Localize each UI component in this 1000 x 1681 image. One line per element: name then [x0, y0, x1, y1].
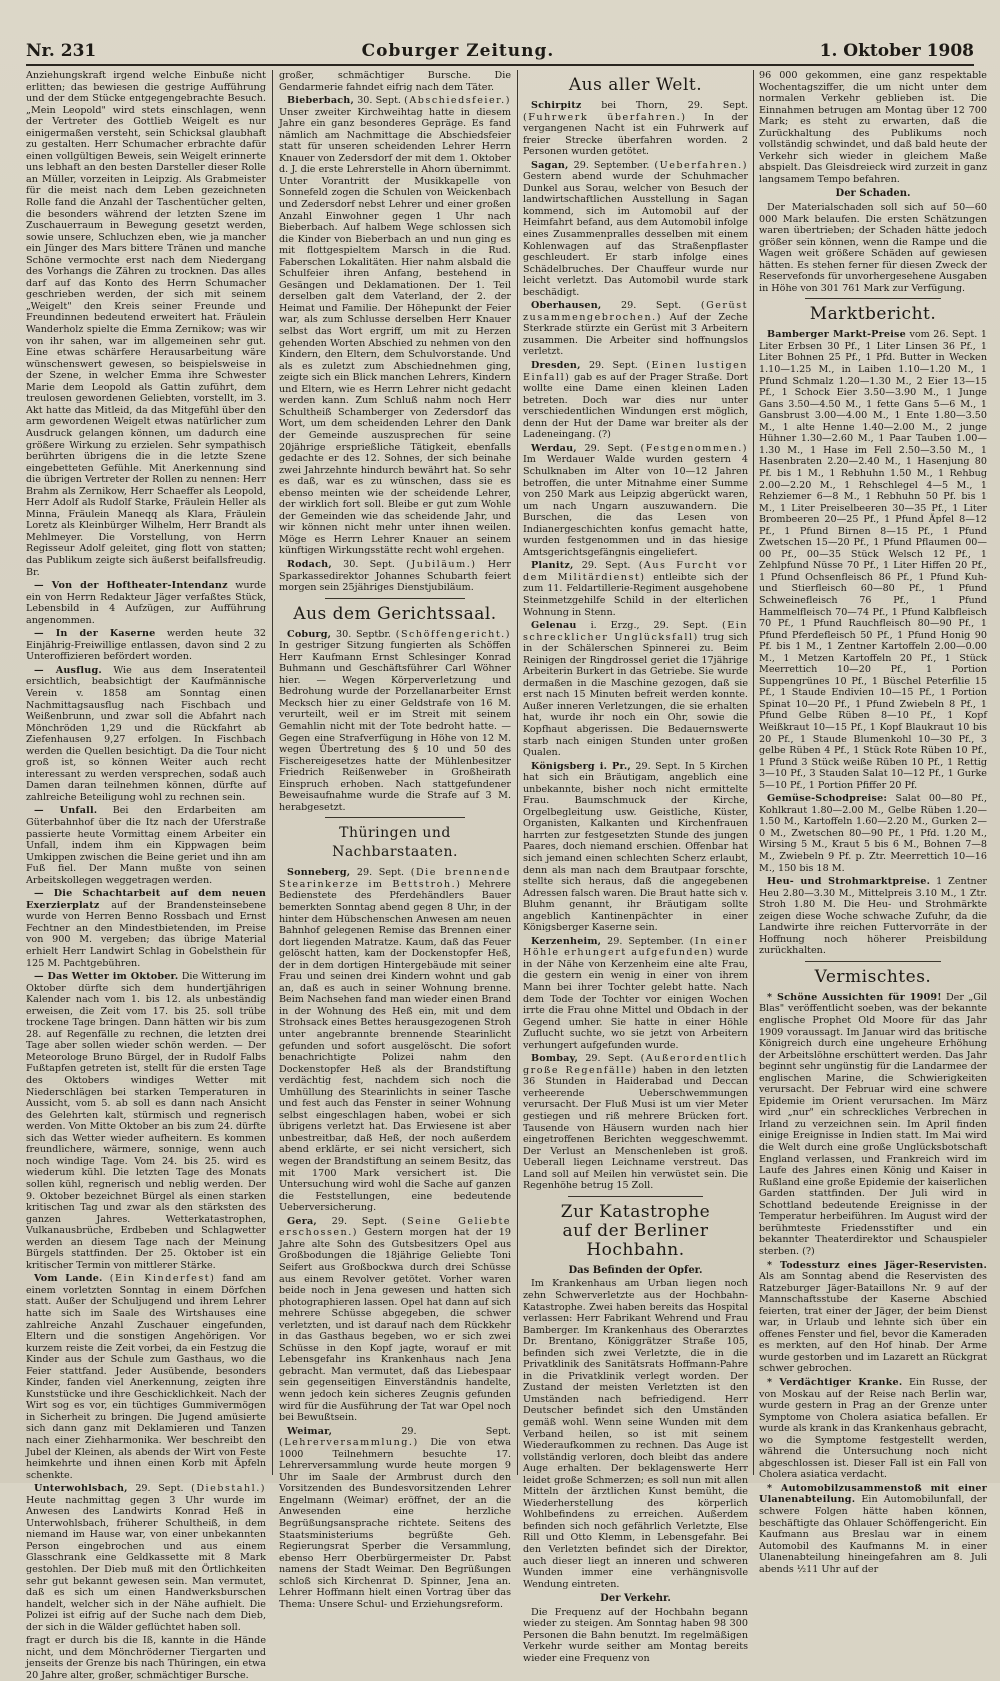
article-date: 29. Sept. — [135, 1483, 184, 1495]
article-keyword: * Automobilzusammenstoß mit einer Ulanenabteilung. — [759, 1482, 987, 1506]
article-keyword: Coburg, — [287, 628, 332, 640]
article-paragraph — [523, 100, 748, 158]
article-text: 1 Zentner Heu 2.80—3.30 M., Mittelpreis 3.10 M., 1 Ztr. Stroh 1.80 M. Die Heu- und Strohmärkte zeigen diese Woche schwache Zufuhr, da die Landwirte ihre reichen Futtervorräte in der Hoffnung noch höherer Preisbildung zurückhalten. — [759, 876, 987, 957]
article-subtitle: (Jubiläum.) — [406, 558, 477, 570]
article-keyword: Gelenau — [531, 620, 577, 632]
article-keyword: * Schöne Aussichten für 1909! — [767, 991, 942, 1003]
article-subtitle: (Gerüst zusammengebrochen.) — [523, 300, 748, 323]
article-paragraph — [26, 665, 266, 804]
article-date: 29. September. — [607, 935, 684, 947]
article-keyword: * Todessturz eines Jäger-Reservisten. — [767, 1259, 987, 1271]
article-date: 29. September. — [573, 159, 650, 171]
article-paragraph — [26, 888, 266, 969]
subheading: Der Schaden. — [835, 188, 911, 200]
article-text: Salat 00—80 Pf., Kohlkraut 1.80—2.00 M., Gelbe Rüben 1.20—1.50 M., Kartoffeln 1.60—2.20 M., Gurken 2—0 M., Zwetschen 80—90 Pf., 1 Pfd. 1.20 M., Wirsing 5 M., Kraut 5 bis 6 M., Bohnen 7—8 M., Zwiebeln 9 Pf. p. Ztr. Meerrettich 10—16 M., 150 bis 18 M. — [759, 793, 987, 874]
article-paragraph — [759, 876, 987, 957]
article-paragraph — [523, 620, 748, 759]
article-text: 1 Liter Erbsen 30 Pf., 1 Liter Linsen 36 Pf., 1 Liter Bohnen 25 Pf., 1 Pfd. Butter in Wecken 1.10—1.25 M., in Laiben 1.10—1.20 M., 1 Pfund Schmalz 1.20—1.30 M., 2 Eier 13—15 Pf., 1 Schock Eier 3.50—3.90 M., 1 Junge Gans 3.50—4.50 M., 1 fette Gans 5—6 M., 1 Gansbrust 3.00—4.00 M., 1 Ente 1.80—3.50 M., 1 alte Henne 1.40—2.00 M., 2 junge Hühner 1.30—2.60 M., 1 Paar Tauben 1.00—1.30 M., 1 Hase im Fell 2.50—3.50 M., 1 Hasenbraten 2.20—2.40 M., 1 Hasenjung 80 Pf. bis 1 M., 1 Rebhuhn 1.50 M., 1 Rehbug 2.00—2.20 M., 1 Rehschlegel 4—5 M., 1 Rehziemer 6—8 M., 1 Rebhuhn 50 Pf. bis 1 M., 1 Liter Preiselbeeren 30—35 Pf., 1 Liter Brombeeren 20—25 Pf., 1 Pfund Äpfel 8—12 Pf., 1 Pfund Birnen 8—15 Pf., 1 Pfund Zwetschen 15—20 Pf., 1 Pfund Pflaumen 00—00 Pf., 00—35 Stück Welsch 12 Pf., 1 Zehlpfund Nüsse 70 Pf., 1 Liter Hiffen 20 Pf., 1 Pfund Ochsenfleisch 86 Pf., 1 Pfund Kuh- und Stierfleisch 60—80 Pf., 1 Pfund Schweinefleisch 76 Pf., 1 Pfund Hammelfleisch 70—74 Pf., 1 Pfund Kalbfleisch 70 Pf., 1 Pfund Rauchfleisch 80—90 Pf., 1 Pfund Pferdefleisch 50 Pf., 1 Pfund Honig 90 Pf. bis 1 M., 1 Zentner Kartoffeln 2.00—0.00 M., 1 Metzen Kartoffeln 20 Pf., 1 Stück Meerrettich 10—20 Pf., 1 Portion Suppengrünes 10 Pf., 1 Büschel Peterfilie 15 Pf., 1 Staude Endivien 10—15 Pf., 1 Portion Spinat 10—20 Pf., 1 Pfund Zwiebeln 8 Pf., 1 Pfund Gelbe Rüben 8—10 Pf., 1 Kopf Weißkraut 10—15 Pf., 1 Kopf Blaukraut 10 bis 20 Pf., 1 Staude Blumenkohl 10—30 Pf., 3 gelbe Rüben 4 Pf., 1 Stück Rote Rüben 10 Pf., 1 Pfund 3 Stück weiße Rüben 10 Pf., 1 Rettig 3—10 Pf., 3 Stauden Salat 10—12 Pf., 1 Gurke 5—10 Pf., 1 Portion Pfiffer 20 Pf. — [759, 329, 987, 791]
article-paragraph — [759, 1483, 987, 1575]
article-paragraph — [523, 360, 748, 441]
article-text: entleibte sich der zum 11. Feldartillerie-Regiment ausgehobene Steinmetzgehilfe Schild in der elterlichen Wohnung in Stenn. — [523, 571, 748, 618]
article-keyword: Sagan, — [531, 159, 569, 171]
article-paragraph: Die Frequenz auf der Hochbahn begann wieder zu steigen. Am Sonntag haben 98 300 Personen die Bahn benutzt. Im regelmäßigen Verkehr wurde seither am Montag bereits wieder eine Frequenz von — [523, 1606, 748, 1664]
article-paragraph — [26, 1273, 266, 1481]
article-keyword: Unterwohlsbach, — [34, 1483, 128, 1495]
article-paragraph — [523, 443, 748, 558]
section-heading-vermischtes: Vermischtes. — [814, 966, 932, 987]
article-subtitle: (Ein Kinderfest) — [109, 1273, 216, 1285]
heading-line: auf der Berliner Hochbahn. — [562, 1220, 709, 1260]
article-text: Ein Russe, der von Moskau auf der Reise nach Berlin war, wurde gestern in Prag an der Grenze unter Symptome von Cholera asiatica befallen. Er wurde als krank in das Krankenhaus gebracht, wo die Symptome festgestellt werden, während die Untersuchung noch nicht abgeschlossen ist. Dieser Fall ist ein Fall von Cholera asiatica verdacht. — [759, 1376, 987, 1481]
article-date: 29. Sept. — [585, 1053, 634, 1065]
article-text: werden heute 32 Einjährig-Freiwillige entlassen, davon sind 2 zu Unteroffizieren befördert worden. — [26, 628, 266, 663]
article-date: 29. Sept. — [584, 442, 633, 454]
article-date: vom 26. Sept. — [909, 329, 978, 341]
section-heading-thueringen: Thüringen und Nachbarstaaten. — [332, 825, 458, 861]
article-paragraph — [759, 1377, 987, 1481]
masthead — [26, 38, 974, 66]
article-keyword: Oberhausen, — [531, 300, 602, 312]
article-text: Bei den Erdarbeiten am Güterbahnhof über die Itz nach der Uferstraße passierte heute Vormittag einem Arbeiter ein Unfall, indem ihm ein Kippwagen beim Umkippen zwischen die Beine geriet und ihn am Fuß fiel. Der Mann mußte von seinen Arbeitskollegen weggetragen werden. — [26, 805, 266, 886]
article-paragraph — [523, 761, 748, 934]
article-text: Mehrere Bedienstete des Pferdehändlers Bauer bemerkten Sonntag abend gegen 8 Uhr, in der hinter dem Hübschenschen Anwesen am neuen Bahnhof gelegenen Remise das Brennen einer dort liegenden Matratze. Kaum, daß das Feuer gelöscht hatten, kam der Dockenstopfer Heß, der in dem dortigen Hintergebäude mit seiner Frau und seinen drei Kindern wohnt und gab an, daß es auch in seiner Wohnung brenne. Beim Nachsehen fand man wieder einen Brand in der Wohnung des Heß ein, mit und dem Strohsack eines Bettes herausgezogenen Stroh unter angebrannte brennende Stearinlicht gefunden und sofort ausgelöscht. Die sofort benachrichtigte Polizei nahm den Dockenstopfer Heß als der Brandstiftung verdächtig fest, nachdem sich noch die Umhüllung des Stearinlichts in seiner Tasche und fest auch das Fenster in seiner Wohnung selbst eingeschlagen haben, wobei er sich übrigens verletzt hat. Das Erwiesene ist aber unbestreitbar, daß Heß, der noch außerdem abend erklärte, er sei nicht versichert, sich wegen der Brandstiftung an seinem Besitz, das mit 1700 Mark versichert ist. Die Untersuchung wird wohl die Sache auf ganzen die Feststellungen, eine bedeutende Ueberversicherung. — [279, 878, 511, 1214]
article-text: Wie aus dem Inseratenteil ersichtlich, beabsichtigt der Kaufmännische Verein v. 1858 am Sonntag einen Nachmittagsausflug nach Fischbach und Weißenbrunn, und zwar soll die Abfahrt nach Mönchröden 1,29 und die Rückfahrt ab Ziefenhausen 9,27 erfolgen. In Fischbach werden die Quellen besichtigt. Da die Tour nicht groß ist, so können Weiter auch recht interessant zu werden versprechen, sodaß auch Damen daran teilnehmen können, dürfte auf zahlreiche Beteiligung wohl zu rechnen sein. — [26, 664, 266, 803]
article-text: Der „Gil Blas" veröffentlicht soeben, was der bekannte englische Prophet Old Moore für das Jahr 1909 voraussagt. Im Januar wird das britische Königreich durch eine ungeheure Erhöhung der Arbeitslöhne erschüttert werden. Das Jahr beginnt sehr ungünstig für die Landarmee der englischen Marine, die Schwierigkeiten verursacht. Der Februar wird eine schwere Epidemie im Orient verursachen. Im März wird „nur" ein schreckliches Verbrechen in Irland zu verzeichnen sein. Im April finden einige Ereignisse in Indien statt. Im Mai wird die Welt durch eine große Unglücksbotschaft England verlassen, und Frankreich wird im Laufe des Jahres einen König und Kaiser in Rußland eine große Epidemie der kaiserlichen Garden stattfinden. Der Juli wird in Schottland bedeutende Ereignisse in der Temperatur herbeiführen. Im August wird der berühmteste Friedensstifter und ein bekannter Theaterdirektor und Schauspieler sterben. (?) — [759, 991, 987, 1257]
section-heading-katastrophe — [523, 1203, 748, 1260]
section-heading-welt: Aus aller Welt. — [568, 75, 703, 95]
article-paragraph — [759, 1260, 987, 1375]
section-divider — [325, 817, 464, 818]
column-4 — [759, 70, 987, 1575]
article-paragraph: Im Krankenhaus am Urban liegen noch zehn Schwerverletzte aus der Hochbahn-Katastrophe. Zwei haben bereits das Hospital verlassen: Herr Fabrikant Wehrend und Frau Bamberger. Im Krankenhaus des Oberarztes Dr. Brentano, Königgrätzer Straße 105, befinden sich zwei Verletzte, die in die Privatklinik des Sanitätsrats Hoffmann-Pahre in die Privatklinik verlegt worden. Der Zustand der meisten Verletzten ist den Umständen nach befriedigend. Herr Deutscher befindet sich den Umständen gemäß wohl. Wenn seine Wunden mit dem Verband heilen, so ist mit seinem Wiederaufkommen zu rechnen. Das Auge ist vollständig verloren, doch bleibt das andere Auge erhalten. Der beklagenswerte Herr leidet große Schmerzen; es soll nun mit allen Mitteln der ärztlichen Kunst bemüht, die Wiederherstellung des körperlich Wohlbefindens zu erreichen. Außerdem befinden sich noch gefährlich Verletzte, Else Rill und Otto Klemm, in Lebensgefahr. Bei den Verletzten befindet sich der Direktor, auch dieser liegt an inneren und schweren Wunden immer eine verhängnisvolle Wendung eintreten. — [523, 1278, 748, 1590]
article-keyword: — Unfall. — [34, 805, 98, 817]
article-keyword: — Das Wetter im Oktober. — [34, 971, 179, 983]
article-date: 29. Sept. — [331, 1215, 388, 1227]
article-text: gab es auf der Prager Straße. Dort wollte eine Dame einen kleinen Laden betreten. Doch war dies nur unter verschiedentlichen Windungen erst möglich, denn der Hut der Dame war breiter als der Ladeneingang. (?) — [523, 371, 748, 441]
article-paragraph — [759, 992, 987, 1258]
article-date: 30. Septbr. — [335, 628, 391, 640]
article-paragraph — [26, 628, 266, 663]
article-keyword: Sonneberg, — [287, 867, 351, 879]
article-date: 29. Sept. — [635, 760, 681, 772]
article-date: 29. Sept. — [356, 867, 405, 879]
article-date: 29. Sept. — [401, 1425, 511, 1437]
article-text: Ein Automobilunfall, der schwere Folgen hätte haben können, beschäftigte das Ohlauer Schöffengericht. Ein Kaufmann aus Breslau war in einem Automobil des Kaufmanns M. in einer Ulanenabteilung hineingefahren am 8. Juli abends ½11 Uhr auf der — [759, 1494, 987, 1575]
article-text: Gestern morgen hat der 19 Jahre alte Sohn des Gutsbesitzers Opel aus Großbodungen die 18jährige Geliebte Toni Seifert aus Großbockwa durch drei Schüsse aus einem Revolver getötet. Vorher waren beide noch in Jena gewesen und hatten sich photographieren lassen. Opel hat dann auf sich mehrere Schüsse abgegeben, die schwer verletzten, und ist darauf nach dem Rückkehr in das Gasthaus begeben, wo er sich zwei Schüsse in den Kopf jagte, worauf er mit Lebensgefahr ins Krankenhaus nach Jena gebracht. Man vermutet, daß das Liebespaar sein gegenseitigen Einverständnis handelte, wenn jedoch kein sicheres Zeugnis gefunden wird für die Ausführung der Tat war Opel noch bei Bewußtsein. — [279, 1227, 511, 1424]
article-text: auf der Brandensteinsebene wurde von Herren Benno Rossbach und Ernst Fechtner an den Mindestbietenden, im Preise von 900 M. vergeben; das übrige Material erhielt Herr Landwirt Schlag in Gobelsthein für 125 M. Pachtgebühren. — [26, 899, 266, 969]
article-text: haben in den letzten 36 Stunden in Haiderabad und Deccan verheerende Ueberschwemmungen verursacht. Der Fluß Musi ist um vier Meter gestiegen und riß mehrere Brücken fort. Tausende von Häusern wurden nach hier eingetroffenen Berichten weggeschwemmt. Der Verlust an Menschenleben ist groß. Ueberall liegen Leichname verstreut. Das Land soll auf Meilen hin verwüstet sein. Die Regenhöhe betrug 15 Zoll. — [523, 1064, 748, 1192]
article-subtitle: (Lehrerversammlung.) — [279, 1437, 419, 1449]
column-rule — [272, 70, 273, 1475]
article-subtitle: (Schöffengericht.) — [395, 628, 511, 640]
article-paragraph — [523, 300, 748, 358]
article-text: Herr Sparkassedirektor Johannes Schubarth feiert morgen sein 25jähriges Dienstjubiläum. — [279, 558, 511, 594]
article-paragraph: 96 000 gekommen, eine ganz respektable Wochentagsziffer, die um nicht unter dem normalen Verkehr geblieben ist. Die Einnahmen betrugen am Montag über 12 700 Mark; es steht zu erwarten, daß die Zurückhaltung des Publikums noch vollständig schwindet, und daß bald heute der Verkehr sich wieder in gleichem Maße abspielt. Das Gleisdreieck wird zurzeit in ganz langsamem Tempo befahren. — [759, 70, 987, 185]
section-divider — [325, 598, 464, 599]
article-keyword: — Die Schachtarbeit auf dem neuen Exerzierplatz — [26, 888, 266, 911]
article-keyword: Weimar, — [287, 1425, 333, 1437]
article-paragraph — [279, 1426, 511, 1611]
article-paragraph — [26, 580, 266, 626]
article-paragraph: großer, schmächtiger Bursche. Die Gendarmerie fahndet eifrig nach dem Täter. — [279, 70, 511, 93]
article-paragraph — [523, 160, 748, 299]
article-paragraph: fragt er durch bis die Iß, kannte in die Hände nicht, und dem Mönchröderner Tiergarten und jenseits der Grenze bis nach Thüringen, ein etwa 20 Jahre alter, großer, schmächtiger Bursche. — [26, 1635, 266, 1681]
article-text: Gestern abend wurde der Schuhmacher Dunkel aus Sorau, welcher von Besuch der landwirtschaftlichen Ausstellung in Sagan kommend, sich im Automobil auf der Heimfahrt befand, aus dem Automobil infolge eines Zusammenpralles desselben mit einem Kohlenwagen auf das Straßenpflaster geschleudert. Er starb infolge eines Schädelbruches. Der Chauffeur wurde nur leicht verletzt. Das Automobil wurde stark beschädigt. — [523, 171, 748, 298]
article-keyword: — In der Kaserne — [34, 628, 156, 640]
paper-title: Coburger Zeitung. — [361, 41, 555, 61]
article-text: Unser zweiter Kirchweihtag hatte in diesem Jahre ein ganz besonderes Gepräge. Es fand nämlich am Nachmittage die Abschiedsfeier statt für unseren scheidenden Lehrer Herrn Knauer von Zedersdorf der mit dem 1. Oktober d. J. die erste Lehrerstelle in Ahorn übernimmt. Unter Vorantritt der Musikkapelle von Sonnefeld zogen die Schulen von Weickenbach und Zedersdorf nebst Lehrer und einer großen Anzahl Einwohner gegen 1 Uhr nach Bieberbach. Auf halbem Wege schlossen sich die Kinder von Bieberbach an und nun ging es mit flottgespieltem Marsch in die Rud. Faberschen Lokalitäten. Hier nahm alsbald die Schulfeier ihren Anfang, bestehend in Gesängen und Deklamationen. Der 1. Teil derselben galt dem Vaterland, der 2. der Heimat und Familie. Der Höhepunkt der Feier war, als zum Schlusse derselben Herr Knauer selbst das Wort ergriff, um mit zu Herzen gehenden Worten Abschied zu nehmen von den Kindern, den Eltern, dem Schulvorstande. Und als es zuletzt zum Abschiednehmen ging, zeigte sich ein Blick manchen Lehrers, Kindern und Eltern, wie es Herrn Lehrer nicht gedacht werden kann. Zum Schluß nahm noch Herr Schultheiß Schamberger von Zedersdorf das Wort, um dem scheidenden Lehrer den Dank der Gemeinde auszusprechen für seine 20jährige ersprießliche Tätigkeit, ebenfalls gedachte er des 12. Sohnes, der sich beinahe zwei Jahrzehnte hindurch bewährt hat. So sehr es daß, war es zu wünschen, dass sie es ebenso meinten wie der scheidende Lehrer, der wirklich fort soll. Bleibe er gut zum Wohle der Gemeinden wie das scheidende Jahr, und wir können nicht mehr unter ihnen weilen. Möge es Herrn Lehrer Knauer an seinem künftigen Wirkungsstätte recht wohl ergehen. — [279, 106, 511, 557]
section-heading-court: Aus dem Gerichtssaal. — [293, 603, 497, 624]
article-date: 30. Sept. — [343, 558, 395, 570]
article-subtitle: (Festgenommen.) — [640, 442, 748, 454]
article-paragraph — [279, 629, 511, 814]
article-subtitle: (In einer Höhle erhungert aufgefunden) — [523, 935, 748, 959]
article-keyword: * Verdächtiger Kranke. — [767, 1376, 903, 1388]
article-date: 29. Sept. — [588, 360, 638, 372]
column-rule — [753, 70, 754, 1475]
article-subtitle: (Einen lustigen Einfall) — [523, 360, 748, 383]
article-text: Heute nachmittag gegen 3 Uhr wurde im Anwesen des Landwirts Konrad Heß in Unterwohlsbach, früherer Schultheiß, in dem niemand im Hause war, von einer unbekannten Person eingebrochen und aus einem Glasschrank eine Geldkassette mit 8 Mark gestohlen. Der Dieb muß mit den Örtlichkeiten sehr gut bekannt gewesen sein. Man vermutet, daß es sich um einen Handwerksburschen handelt, welcher sich in der Nähe aufhielt. Die Polizei ist eifrig auf der Suche nach dem Dieb, der sich in die Wälder geflüchtet haben soll. — [26, 1494, 266, 1633]
article-paragraph — [759, 329, 987, 791]
article-text: wurde in der Nähe von Kerzenheim eine alte Frau, die gestern ein wenig in einer von ihrem Mann bei ihrer Tochter gelebt hatte. Nach dem Tode der Tochter vor einigen Wochen irrte die Frau ohne Mittel und Obdach in der Gegend umher. Sie hatte in einer Höhle Zuflucht suchte, wo sie jetzt von Arbeitern verhungert aufgefunden wurde. — [523, 947, 749, 1051]
article-text: Auf der Zeche Sterkrade stürzte ein Gerüst mit 3 Arbeitern zusammen. Die Arbeiter sind hoffnungslos verletzt. — [523, 311, 748, 358]
article-text: wurde ein von Herrn Redakteur Jäger verfaßtes Stück, Lebensbild in 4 Aufzügen, zur Aufführung angenommen. — [26, 580, 266, 626]
article-date: 29. Sept. — [581, 560, 631, 572]
article-text: In gestriger Sitzung fungierten als Schöffen Herr Kaufmann Ernst Schlesinger Konrad Buhmann und Geschäftsführer Carl Wöhner hier. — Wegen Körperverletzung und Bedrohung wurde der Porzellanarbeiter Ernst Mecksch hier zu einer Geldstrafe von 16 M. verurteilt, weil er im Streit mit seinem Gemahlin nicht mit der Tote bedroht hatte. — Gegen eine Strafverfügung in Höhe von 12 M. wegen Übertretung des § 10 und 50 des Fischereigesetzes hatte der Mühlenbesitzer Friedrich Reißenweber in Großheirath Einspruch erhoben. Nach stattgefundener Beweisaufnahme wurde die Strafe auf 3 M. herabgesetzt. — [279, 640, 511, 813]
column-1 — [26, 70, 266, 1681]
article-keyword: Königsberg i. Pr., — [531, 760, 631, 772]
article-text: Als am Sonntag abend die Reservisten des Ratzeburger Jäger-Bataillons Nr. 9 auf der Mannschaftsstube der Kaserne Abschied feierten, trat einer der Jäger, der beim Dienst war, in Urlaub und lehnte sich über ein offenes Fenster und fiel, bevor die Kameraden es merkten, auf den Hof hinab. Der Arme wurde gestorben und im Lazarett an Rückgrat schwer gebrochen. — [759, 1271, 987, 1375]
article-keyword: Bamberger Markt-Preise — [767, 329, 906, 341]
article-keyword: Gera, — [287, 1215, 317, 1227]
article-text: In 5 Kirchen hat sich ein Bräutigam, angeblich eine unbekannte, bisher noch nicht ermittelte Frau. Baumschmuck der Kirche, Orgelbegleitung usw. Geistliche, Küster, Organisten, Kalkanten und Kirchenfrauen harrten zur festgesetzten Stunde des jungen Paares, doch niemand erschien. Offenbar hat sich jemand einen schlechten Scherz erlaubt, denn als man nach dem Brautpaar forschte, stellte sich heraus, daß die angegebenen Adressen falsch waren. Die Braut hatte sich v. Bluhm genannt, ihr Bräutigam sollte angeblich Kantinenpächter in einer Königsberger Kaserne sein. — [523, 760, 748, 934]
article-text: In der vergangenen Nacht ist ein Fuhrwerk auf freier Strecke überfahren worden. 2 Personen wurden getötet. — [523, 111, 748, 158]
article-keyword: — Ausflug. — [34, 664, 102, 676]
article-keyword: Werdau, — [531, 442, 577, 454]
section-divider — [805, 298, 942, 299]
article-subtitle: (Fuhrwerk überfahren.) — [523, 111, 687, 123]
column-rule — [517, 70, 518, 1475]
article-paragraph — [279, 867, 511, 1213]
article-date: i. Erzg., 29. Sept. — [590, 620, 709, 632]
article-text: Die von etwa 1000 Teilnehmern besuchte 17. Lehrerversammlung wurde heute morgen 9 Uhr im Saale der Armbrust durch den Vorsitzenden des Bundesvorsitzenden Lehrer Engelmann (Weimar) eröffnet, der an die Anwesenden eine herzliche Begrüßungsansprache richtete. Seitens des Staatsministeriums begrüßte Geh. Regierungsrat Sperber die Versammlung, ebenso Herr Oberbürgermeister Dr. Pabst namens der Stadt Weimar. Den Begrüßungen schloß sich Kirchenrat D. Spinner, Jena an. Lehrer Hoffmann hielt einen Vortrag über das Thema: Unsere Schul- und Erziehungsreform. — [279, 1437, 511, 1610]
article-paragraph — [279, 1216, 511, 1424]
article-subtitle: (Diebstahl.) — [191, 1483, 266, 1495]
article-subtitle: (Aus Furcht vor dem Militärdienst) — [523, 560, 748, 583]
article-subtitle: (Abschiedsfeier.) — [404, 95, 511, 107]
article-paragraph: Der Materialschaden soll sich auf 50—60 000 Mark belaufen. Die ersten Schätzungen waren übertrieben; der Schaden hätte jedoch größer sein können, wenn die Rampe und die Wagen weit größere Schäden auf gewiesen hätten. Es stehen ferner für diesen Zweck der Reservefonds für unvorhergesehene Ausgaben in Höhe von 301 761 Mark zur Verfügung. — [759, 202, 987, 294]
article-keyword: Dresden, — [531, 360, 581, 372]
article-subtitle: (Die brennende Stearinkerze im Bettstroh.) — [279, 867, 511, 890]
article-keyword: Heu- und Strohmarktpreise. — [767, 876, 931, 888]
article-paragraph: Anziehungskraft irgend welche Einbuße nicht erlitten; das bewiesen die gestrige Aufführung und der dem Stücke entgegengebrachte Besuch. „Mein Leopold" wird stets einschlagen, wenn der Vertreter des Gottlieb Weigelt es nur einigermaßen versteht, sein Schicksal glaubhaft zu gestalten. Herr Schumacher erbrachte dafür einen vollgültigen Beweis, sein Weigelt erinnerte uns lebhaft an den besten Darsteller dieser Rolle an Müller, vorzeiten in Leipzig. Als Grabmeister für die meist nach dem Leben gezeichneten Rolle fand die Anzahl der Taschentücher gelten, die besonders während der letzten Szene im Zuschauerraum in Bewegung gesetzt werden, sowie unsere, Schluchzen eben, wie ja mancher ein Jünger des Mars bittere Tränen und manche Schöne vermochte erst nach dem Niedergang des Vorhangs die Zähren zu trocknen. Das alles darf auf das Konto des Herrn Schumacher geschrieben werden, der sich mit seinem „Weigelt" den Kreis seiner Freunde und Freundinnen bedeutend erweitert hat. Fräulein Wanderholz spielte die Emma Zernikow; was wir von ihr sahen, war im allgemeinen sehr gut. Eine etwas schärfere Herausarbeitung wäre wünschenswert gewesen, so beispielsweise in der Szene, in welcher Emma ihre Schwester Marie dem Leopold als Gattin zuführt, dem treulosen gewordenen Geliebten, vorstellt, im 3. Akt hatte das Mitleid, da das Mitgefühl über den arm gewordenen Weigelt etwas natürlicher zum Ausdruck gelangen können, um dadurch eine größere Wirkung zu erzielen. Sehr sympathisch berührten übrigens die in die letzte Szene eingebetteten Gefühle. Mit Anerkennung sind die übrigen Vertreter der Rollen zu nennen: Herr Brahm als Zernikow, Herr Schaeffer als Leopold, Herr Adolf als Rudolf Starke, Fräulein Heller als Minna, Fräulein Maneqq als Klara, Fräulein Loretz als Kleinbürger Wilhelm, Herr Brandt als Mehlmeyer. Die Vorstellung, von Herrn Regisseur Adolf geleitet, ging flott von statten; das Publikum zeigte sich äußerst beifallsfreudig. Br. — [26, 70, 266, 578]
article-keyword: Planitz, — [531, 560, 574, 572]
issue-date: 1. Oktober 1908 — [819, 41, 974, 61]
article-subtitle: (Seine Geliebte erschossen.) — [279, 1215, 511, 1239]
article-paragraph — [26, 971, 266, 1271]
section-divider — [805, 961, 942, 962]
article-paragraph — [279, 95, 511, 557]
article-paragraph — [523, 560, 748, 618]
article-keyword: — Von der Hoftheater-Intendanz — [34, 580, 228, 592]
column-3 — [523, 70, 749, 1664]
article-text: Im Werdauer Walde wurden gestern 4 Schulknaben im Alter von 10—12 Jahren betroffen, die unter Mitnahme einer Summe von 250 Mark aus Leipzig abgerückt waren, um nach Ungarn auszuwandern. Die Burschen, die das Lesen von Indianergeschichten konfus gemacht hatte, wurden festgenommen und in das hiesige Amtsgerichtsgefängnis eingeliefert. — [523, 454, 748, 558]
article-text: trug sich in der Schälerschen Spinnerei zu. Beim Reinigen der Ringdrossel geriet die 17jährige Arbeiterin Burkert in das Getriebe. Sie wurde dermaßen in die Maschine gezogen, daß sie erst nach 15 Minuten befreit werden konnte. Außer inneren Verletzungen, die sie erhalten hat, wurde ihr noch ein Ohr, sowie die Kopfhaut abgerissen. Die Bedauernswerte starb nach einigen Stunden unter großen Qualen. — [523, 631, 749, 759]
article-date: 29. Sept. — [621, 300, 682, 312]
section-divider — [568, 1196, 703, 1197]
article-keyword: Rodach, — [287, 558, 332, 570]
article-paragraph — [26, 1483, 266, 1633]
subheading: Das Befinden der Opfer. — [568, 1264, 703, 1276]
article-paragraph — [26, 805, 266, 886]
article-subtitle: (Ein schrecklicher Unglücksfall) — [523, 620, 748, 643]
article-text: Die Witterung im Oktober dürfte sich dem hundertjährigen Kalender nach vom 1. bis 12. als unbeständig erweisen, die Zeit vom 17. bis 25. soll trübe trockene Tage bringen. Dann hätten wir bis zum 28. auf Regenfälle zu rechnen, die letzten drei Tage aber sollen wieder schön werden. — Der Meteorologe Bruno Bürgel, der in Rudolf Falbs Fußtapfen getreten ist, stellt für die ersten Tage des Oktobers windiges Wetter mit Niederschlägen bei starken Temperaturen in Aussicht, vom 5. ab soll es dann nach Ansicht des Gelehrten kalt, stürmisch und regnerisch werden. Von Mitte Oktober an bis zum 24. dürfte sich das Wetter wieder aufheitern. Es kommen freundlichere, wärmere, sonnige, wenn auch noch windige Tage. Vom 24. bis 25. wird es wiederum kühl. Die letzten Tage des Monats sollen kühl, regnerisch und neblig werden. Der 9. Oktober bezeichnet Bürgel als einen starken kritischen Tag und zwar als den stärksten des ganzen Jahres. Wetterkatastrophen, Vulkanausbrüche, Erdbeben und Schlagwetter werden an diesem Tage nach der Meinung Bürgels stattfinden. Der 25. Oktober ist ein kritischer Termin von mittlerer Stärke. — [26, 971, 266, 1271]
article-keyword: Bieberbach, — [287, 95, 355, 107]
article-paragraph — [523, 936, 748, 1051]
article-paragraph — [759, 793, 987, 874]
article-keyword: Gemüse-Schodpreise: — [767, 793, 888, 805]
article-subtitle: (Ueberfahren.) — [654, 159, 748, 171]
article-text: fand am einem vorletzten Sonntag in einem Dörfchen statt. Außer der Schuljugend und ihrem Lehrer hatte sich im Saale des Wirtshauses eine zahlreiche Anzahl Zuschauer eingefunden, Eltern und die sonstigen Angehörigen. Vor kurzem reiste die Zeit vorbei, da ein Festzug die Kinder aus der Schule zum Gasthaus, wo die Feier stattfand. Jeder Ausübende, besonders Kinder, fanden viel Anerkennung, zeigten ihre Kunststücke und ihre Geschicklichkeit. Nach der Wirt sog es vor, ein tüchtiges Gummivermögen in Sicherheit zu bringen. Die Jugend amüsierte sich dann ganz mit Deklamieren und Tanzen nach einer Ziehharmonika. Wer beschreibt den Jubel der Kleinen, als abends der Wirt von Feste heimkehrte und ihnen einen Korb mit Äpfeln schenkte. — [26, 1273, 266, 1481]
subheading: Der Verkehr. — [600, 1593, 671, 1605]
article-paragraph — [279, 559, 511, 594]
section-heading-markt: Marktbericht. — [809, 304, 937, 325]
article-paragraph — [523, 1053, 748, 1192]
heading-line: Zur Katastrophe — [560, 1201, 711, 1222]
article-keyword: Bombay, — [531, 1053, 578, 1065]
article-date: 30. Sept. — [357, 95, 401, 107]
article-keyword: Kerzenheim, — [531, 935, 602, 947]
column-2 — [279, 70, 511, 1610]
issue-number: Nr. 231 — [26, 41, 97, 61]
article-subtitle: (Außerordentlich große Regenfälle) — [523, 1053, 748, 1076]
article-date: bei Thorn, 29. Sept. — [601, 100, 748, 111]
article-keyword: Schirpitz — [531, 100, 582, 111]
article-keyword: Vom Lande. — [34, 1273, 103, 1285]
